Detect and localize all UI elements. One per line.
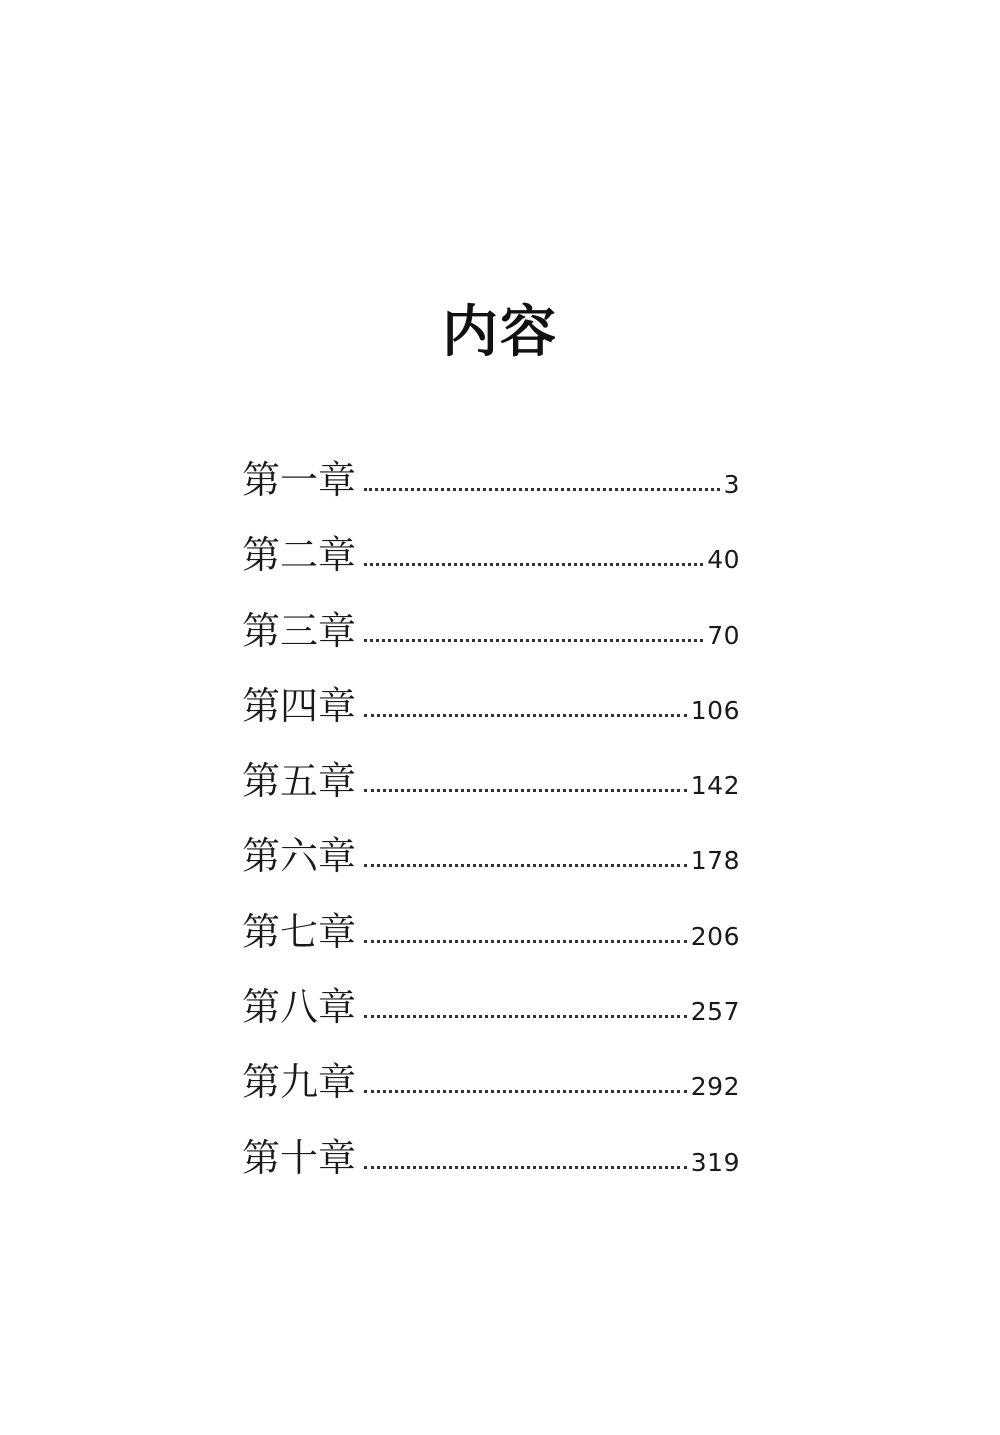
- toc-chapter-label: 第六章: [242, 834, 357, 879]
- toc-entry[interactable]: [242, 450, 740, 525]
- toc-entry[interactable]: [242, 525, 740, 600]
- toc-chapter-label: 第八章: [242, 985, 357, 1030]
- page-title: 内容: [442, 298, 558, 365]
- toc-entry[interactable]: [242, 1128, 740, 1203]
- toc-dot-leader: [364, 1015, 687, 1018]
- toc-chapter-label: 第二章: [242, 533, 357, 578]
- toc-entry[interactable]: [242, 601, 740, 676]
- toc-entry[interactable]: [242, 977, 740, 1052]
- toc-entry[interactable]: [242, 1052, 740, 1127]
- toc-dot-leader: [364, 864, 687, 867]
- toc-chapter-label: 第三章: [242, 608, 357, 653]
- toc-page-number: 319: [690, 1147, 740, 1177]
- toc-dot-leader: [364, 940, 687, 943]
- toc-page-number: 292: [690, 1072, 740, 1102]
- toc-page-number: 206: [690, 921, 740, 951]
- toc-chapter-label: 第十章: [242, 1135, 357, 1180]
- toc-dot-leader: [364, 488, 720, 491]
- toc-chapter-label: 第一章: [242, 458, 357, 502]
- toc-dot-leader: [364, 639, 703, 642]
- toc-dot-leader: [364, 789, 687, 792]
- table-of-contents: [242, 450, 740, 1203]
- toc-page-number: 70: [707, 620, 740, 650]
- toc-entry[interactable]: [242, 826, 740, 901]
- toc-page-number: 257: [690, 997, 740, 1027]
- toc-dot-leader: [364, 1166, 687, 1169]
- toc-chapter-label: 第七章: [242, 909, 357, 954]
- toc-entry[interactable]: [242, 751, 740, 826]
- toc-entry[interactable]: [242, 902, 740, 977]
- toc-page-number: 3: [723, 470, 740, 499]
- toc-page-number: 40: [707, 545, 740, 575]
- toc-dot-leader: [364, 563, 703, 566]
- toc-chapter-label: 第五章: [242, 759, 357, 804]
- toc-page-number: 178: [690, 846, 740, 876]
- toc-chapter-label: 第四章: [242, 683, 357, 728]
- toc-dot-leader: [364, 1090, 687, 1093]
- toc-dot-leader: [364, 714, 687, 717]
- toc-chapter-label: 第九章: [242, 1060, 357, 1105]
- toc-page-number: 142: [690, 771, 740, 801]
- toc-page-number: 106: [690, 695, 740, 725]
- toc-entry[interactable]: [242, 676, 740, 751]
